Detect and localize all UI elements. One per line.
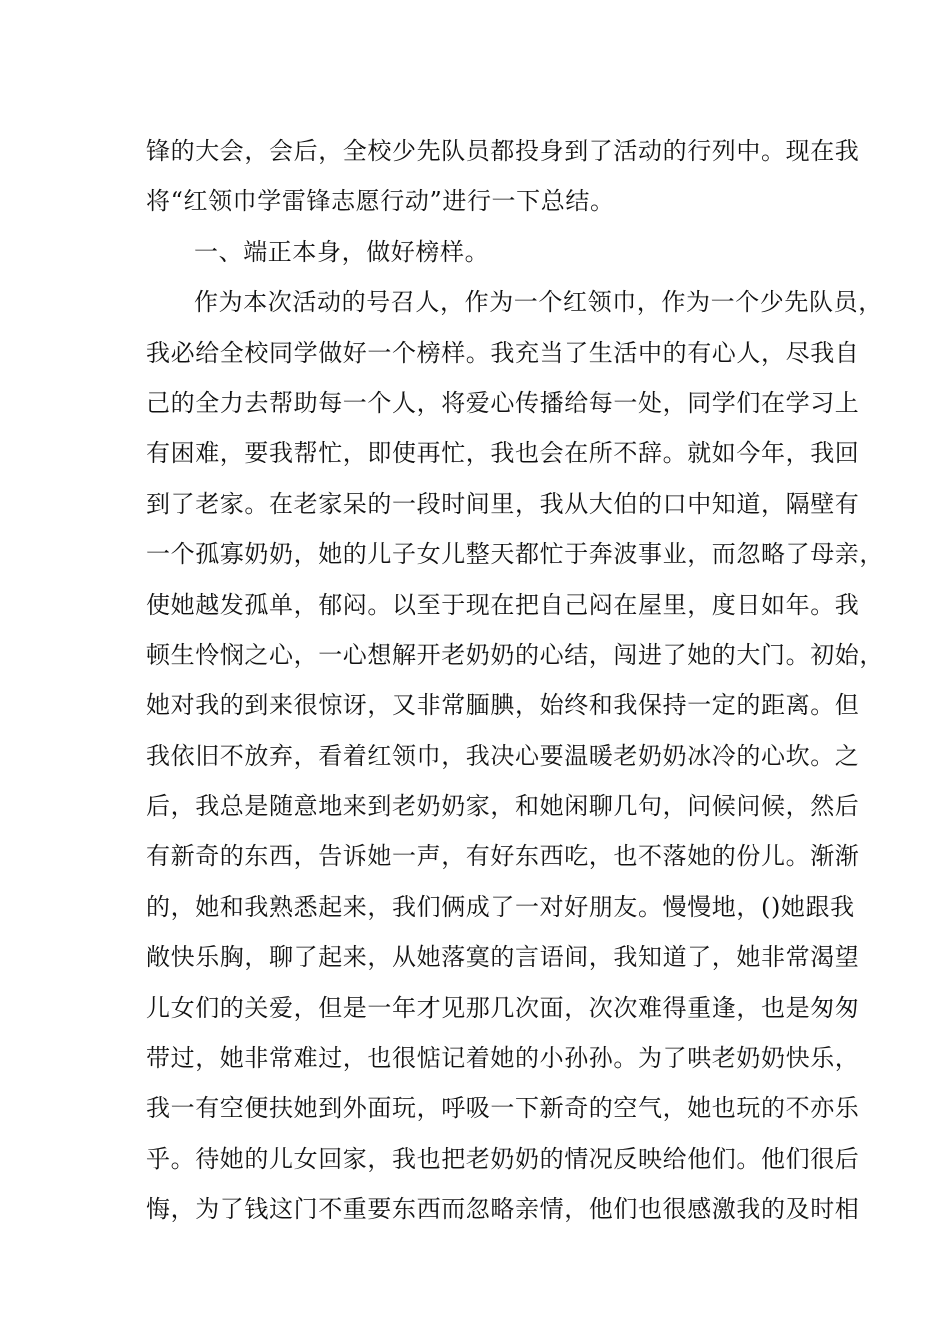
text-line: 到了老家。在老家呆的一段时间里，我从大伯的口中知道，隔壁有 (146, 489, 860, 518)
paragraph-first-line: 作为本次活动的号召人，作为一个红领巾，作为一个少先队员， (194, 288, 883, 317)
text-line: 锋的大会，会后，全校少先队员都投身到了活动的行列中。现在我 (146, 137, 860, 165)
text-line: 我依旧不放弃，看着红领巾，我决心要温暖老奶奶冰冷的心坎。之 (146, 741, 860, 770)
text-line: 的，她和我熟悉起来，我们俩成了一对好朋友。慢慢地，()她跟我 (146, 892, 855, 921)
text-line: 我必给全校同学做好一个榜样。我充当了生活中的有心人，尽我自 (146, 338, 860, 367)
text-line: 悔，为了钱这门不重要东西而忽略亲情，他们也很感激我的及时相 (146, 1195, 860, 1224)
body-text (146, 126, 884, 1235)
text-line: 儿女们的关爱，但是一年才见那几次面，次次难得重逢，也是匆匆 (146, 993, 860, 1022)
text-line: 我一有空便扶她到外面玩，呼吸一下新奇的空气，她也玩的不亦乐 (146, 1094, 860, 1123)
text-line: 将“红领巾学雷锋志愿行动”进行一下总结。 (146, 187, 615, 216)
text-line: 有新奇的东西，告诉她一声，有好东西吃，也不落她的份儿。渐渐 (146, 842, 860, 871)
text-line: 乎。待她的儿女回家，我也把老奶奶的情况反映给他们。他们很后 (146, 1144, 860, 1173)
text-line: 后，我总是随意地来到老奶奶家，和她闲聊几句，问候问候，然后 (146, 792, 860, 821)
text-line: 一个孤寡奶奶，她的儿子女儿整天都忙于奔波事业，而忽略了母亲， (146, 540, 884, 569)
text-line: 使她越发孤单，郁闷。以至于现在把自己闷在屋里，度日如年。我 (146, 590, 860, 619)
paragraph-first-line: 一、端正本身，做好榜样。 (194, 237, 490, 266)
text-line: 带过，她非常难过，也很惦记着她的小孙孙。为了哄老奶奶快乐， (146, 1044, 860, 1073)
text-line: 敞快乐胸，聊了起来，从她落寞的言语间，我知道了，她非常渴望 (146, 943, 860, 972)
text-line: 顿生怜悯之心，一心想解开老奶奶的心结，闯进了她的大门。初始， (146, 640, 884, 669)
text-line: 她对我的到来很惊讶，又非常腼腆，始终和我保持一定的距离。但 (146, 691, 860, 720)
text-line: 己的全力去帮助每一个人，将爱心传播给每一处，同学们在学习上 (146, 388, 860, 417)
text-line: 有困难，要我帮忙，即使再忙，我也会在所不辞。就如今年，我回 (146, 439, 860, 468)
